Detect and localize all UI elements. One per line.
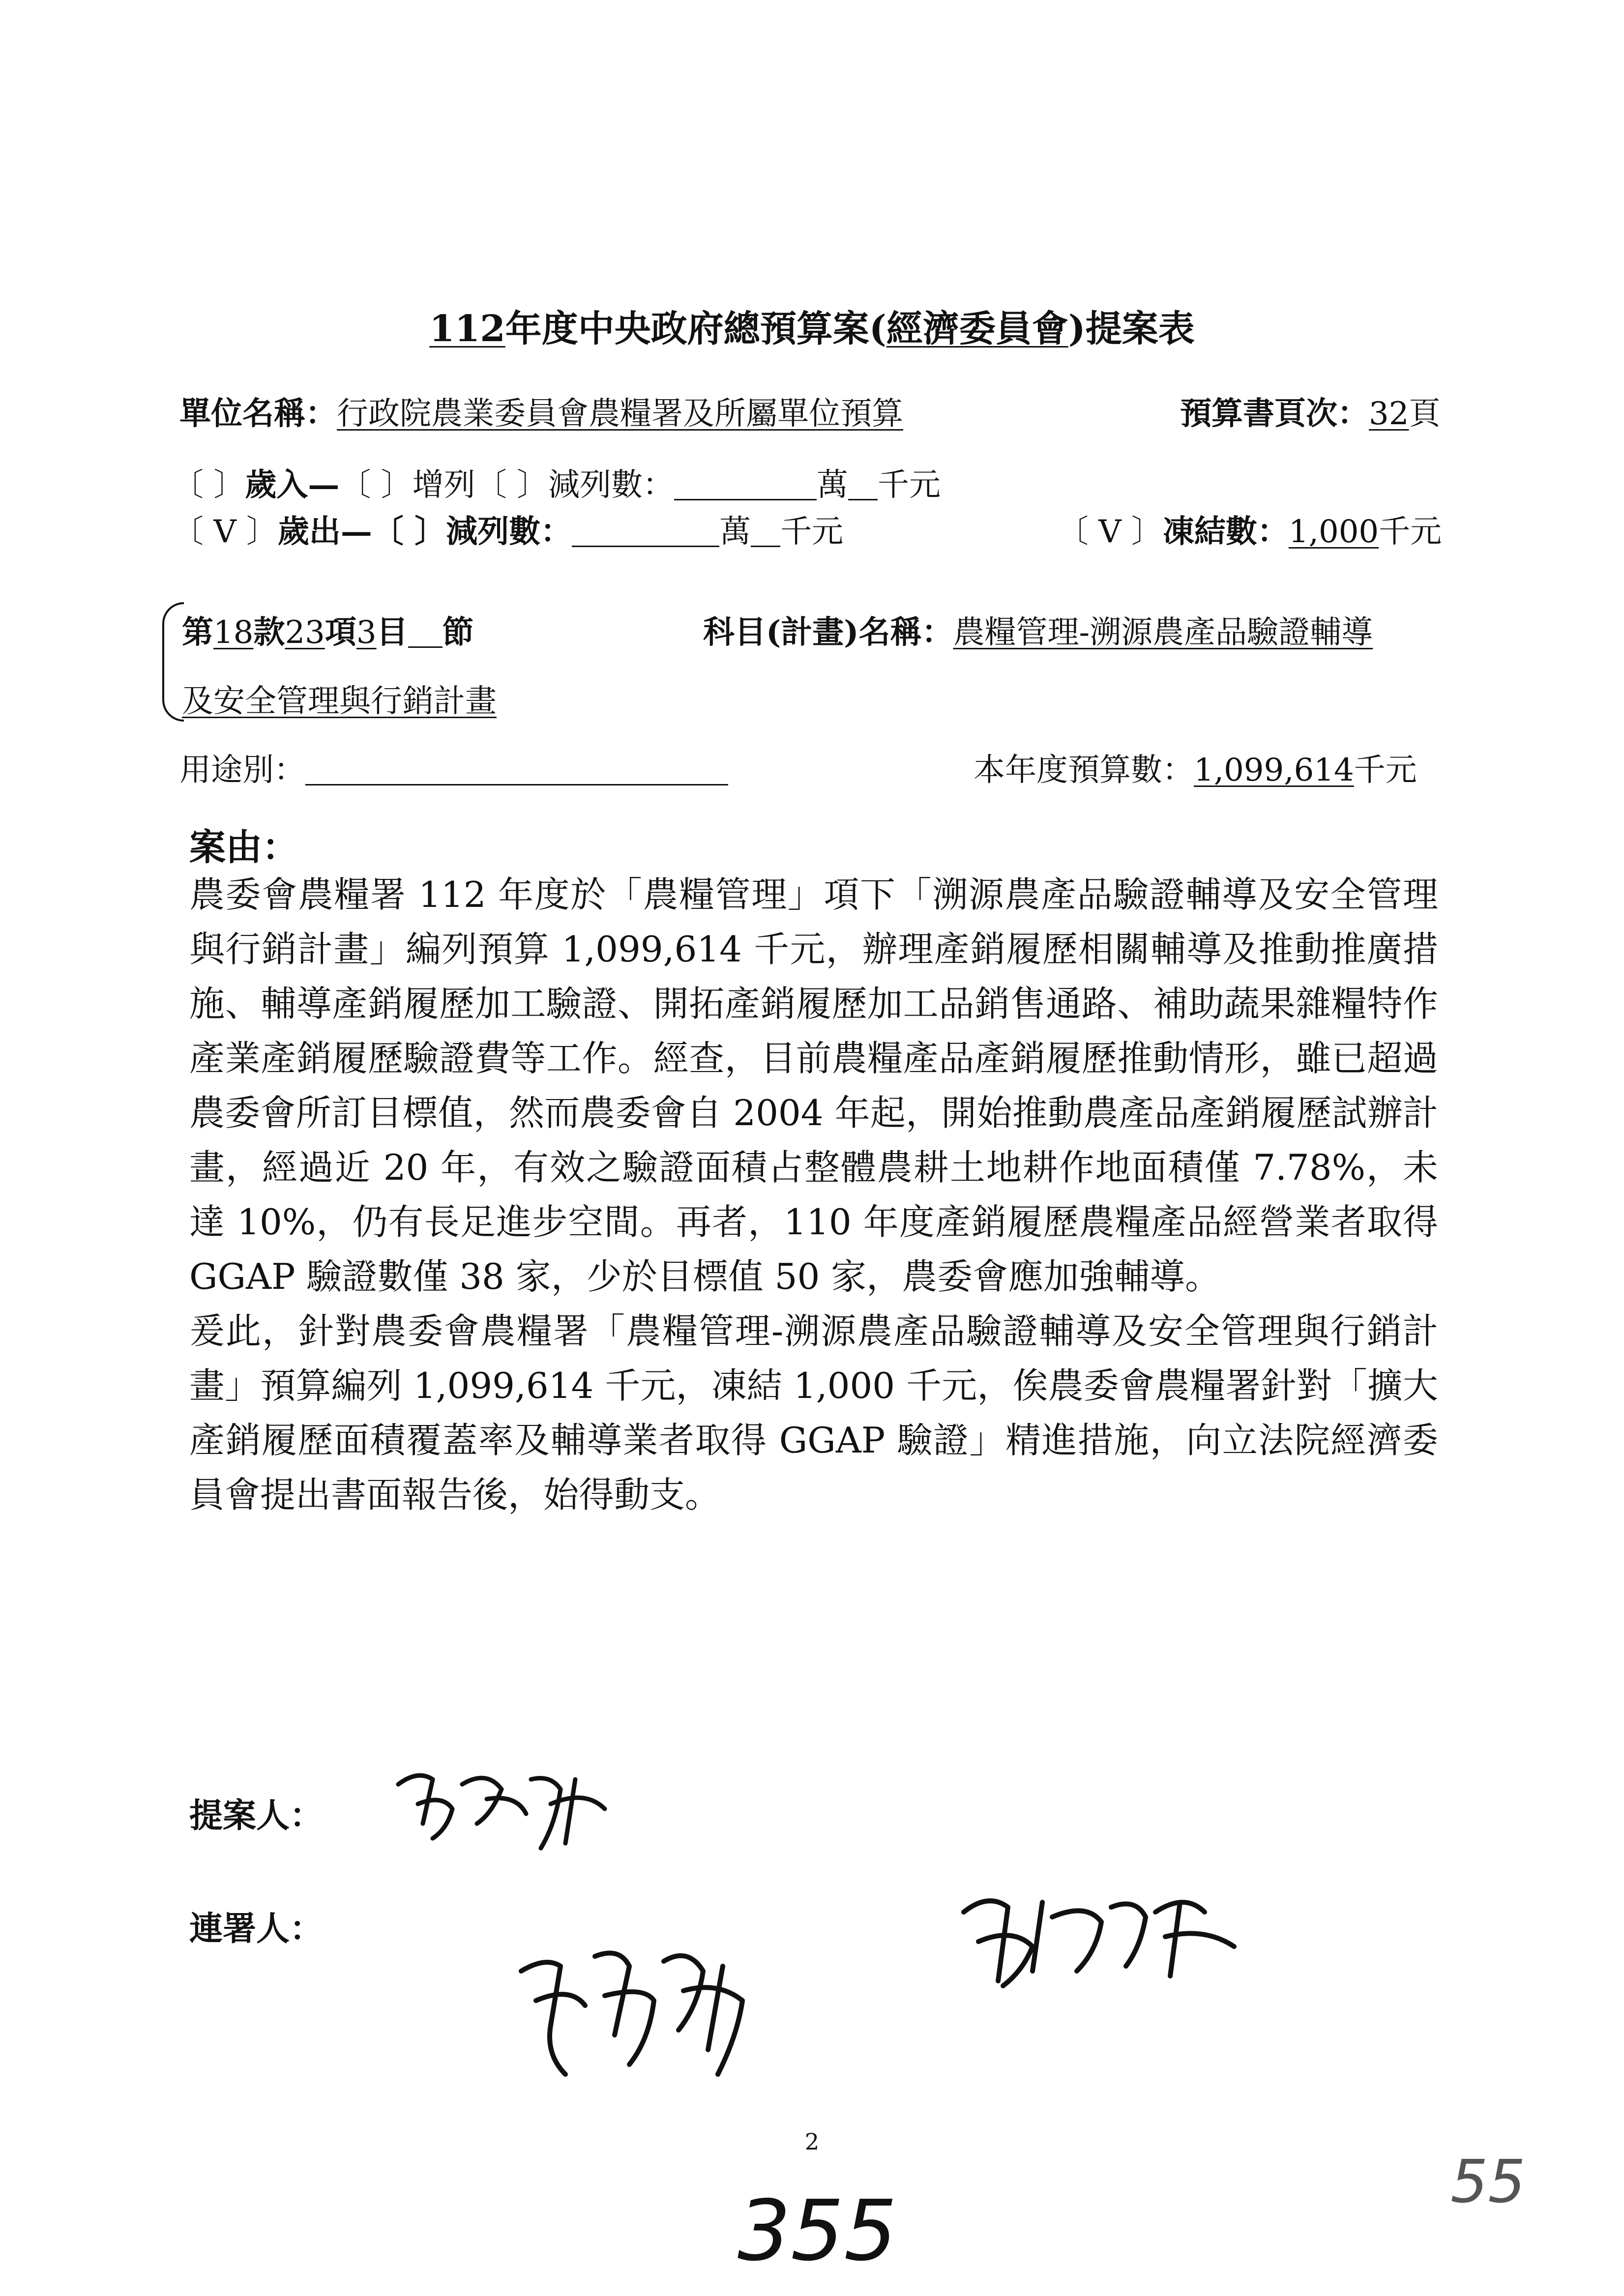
usage-row: [179, 745, 728, 790]
section-mu-label: 目: [376, 614, 408, 651]
revenue-decrease-option: 〔 〕減列數：: [475, 467, 675, 503]
reason-body: [189, 868, 1438, 1522]
usage-blank: [305, 753, 728, 785]
freeze-unit: 千元: [1379, 514, 1442, 550]
section-brace: [162, 602, 184, 722]
usage-label: 用途別：: [179, 752, 305, 788]
annual-budget-value: 1,099,614: [1194, 752, 1354, 788]
expenditure-checkbox: 〔 V 〕: [172, 514, 278, 550]
unit-value: 行政院農業委員會農糧署及所屬單位預算: [337, 396, 903, 432]
subject-line2-row: [182, 676, 497, 721]
section-jie-blank: [408, 615, 443, 648]
expenditure-wan-unit: 萬: [719, 514, 751, 550]
title-part1: 年度中央政府總預算案(: [505, 308, 886, 350]
section-row: [182, 607, 474, 652]
reason-paragraph-1: 農委會農糧署 112 年度於「農糧管理」項下「溯源農產品驗證輔導及安全管理與行銷計畫」編列預算 1,099,614 千元，辦理產銷履歷相關輔導及推動推廣措施、輔導產銷履歷加工驗證、開拓產銷履歷加工品銷售通路、補助蔬果雜糧特作產業產銷履歷驗證費等工作。經查，目前農糧產品產銷履歷推動情形，雖已超過農委會所訂目標值，然而農委會自 2004 年起，開始推動農產品產銷履歷試辦計畫，經過近 20 年，有效之驗證面積占整體農耕土地耕作地面積僅 7.78%，未達 10%，仍有長足進步空間。再者，110 年度產銷履歷農糧產品經營業者取得 GGAP 驗證數僅 38 家，少於目標值 50 家，農委會應加強輔導。: [189, 874, 1438, 1297]
expenditure-qian-unit: 千元: [780, 514, 844, 550]
revenue-wan-blank: [674, 467, 817, 500]
page-number: 2: [804, 2128, 820, 2155]
expenditure-row: [172, 506, 843, 552]
budget-page-value: 32: [1369, 396, 1409, 432]
revenue-wan-unit: 萬: [817, 467, 849, 503]
expenditure-decrease-option: 〔 〕減列數：: [372, 513, 572, 550]
subject-name-line1: 農糧管理-溯源農產品驗證輔導: [953, 614, 1373, 651]
title-year: 112: [429, 308, 505, 350]
freeze-checkbox: 〔 V 〕: [1057, 514, 1163, 550]
revenue-label: 歲入—: [245, 466, 340, 503]
annual-budget-unit: 千元: [1354, 752, 1417, 788]
subject-label: 科目(計畫)名稱：: [703, 614, 953, 651]
unit-row: [179, 388, 903, 434]
annual-budget-label: 本年度預算數：: [974, 752, 1194, 788]
section-xiang-value: 23: [285, 614, 325, 651]
handwritten-stamp-number: 355: [738, 2182, 897, 2280]
subject-row: [703, 607, 1373, 652]
cosigner-signature-2: [949, 1873, 1254, 1996]
budget-page-row: [1180, 388, 1440, 434]
freeze-label: 凍結數：: [1162, 513, 1289, 550]
revenue-increase-option: 〔 〕增列: [339, 467, 475, 503]
handwritten-corner-number: 55: [1450, 2148, 1526, 2216]
freeze-row: [1057, 506, 1442, 552]
budget-page-suffix: 頁: [1409, 396, 1441, 432]
unit-label: 單位名稱：: [179, 395, 337, 432]
reason-heading: 案由：: [189, 826, 298, 869]
budget-page-label: 預算書頁次：: [1180, 395, 1369, 432]
subject-name-line2: 及安全管理與行銷計畫: [182, 683, 497, 720]
section-xiang-label: 項: [325, 614, 356, 651]
title-committee: 經濟委員會: [886, 308, 1068, 350]
title-part2: )提案表: [1068, 308, 1195, 350]
reason-paragraph-2: 爰此，針對農委會農糧署「農糧管理-溯源農產品驗證輔導及安全管理與行銷計畫」預算編列 1,099,614 千元，凍結 1,000 千元，俟農委會農糧署針對「擴大產銷履歷面積覆蓋率及輔導業者取得 GGAP 驗證」精進措施，向立法院經濟委員會提出書面報告後，始得動支。: [189, 1310, 1438, 1515]
proposer-signature: [388, 1750, 624, 1858]
section-mu-value: 3: [356, 614, 377, 651]
revenue-row: [172, 460, 941, 505]
form-title: [0, 300, 1624, 352]
revenue-qian-unit: 千元: [878, 467, 941, 503]
revenue-qian-blank: [848, 467, 878, 500]
annual-budget-row: [974, 745, 1417, 790]
proposer-label: 提案人：: [189, 1796, 324, 1835]
revenue-checkbox: 〔 〕: [172, 467, 245, 503]
section-jie-label: 節: [442, 614, 474, 651]
section-di: 第: [182, 614, 213, 651]
cosigner-label: 連署人：: [189, 1909, 324, 1948]
cosigner-signature-1: [506, 1927, 782, 2089]
expenditure-wan-blank: [572, 514, 719, 547]
expenditure-qian-blank: [751, 514, 780, 547]
section-kuan-value: 18: [213, 614, 254, 651]
section-kuan-label: 款: [253, 614, 285, 651]
expenditure-label: 歲出—: [277, 513, 372, 550]
freeze-value: 1,000: [1288, 514, 1379, 550]
